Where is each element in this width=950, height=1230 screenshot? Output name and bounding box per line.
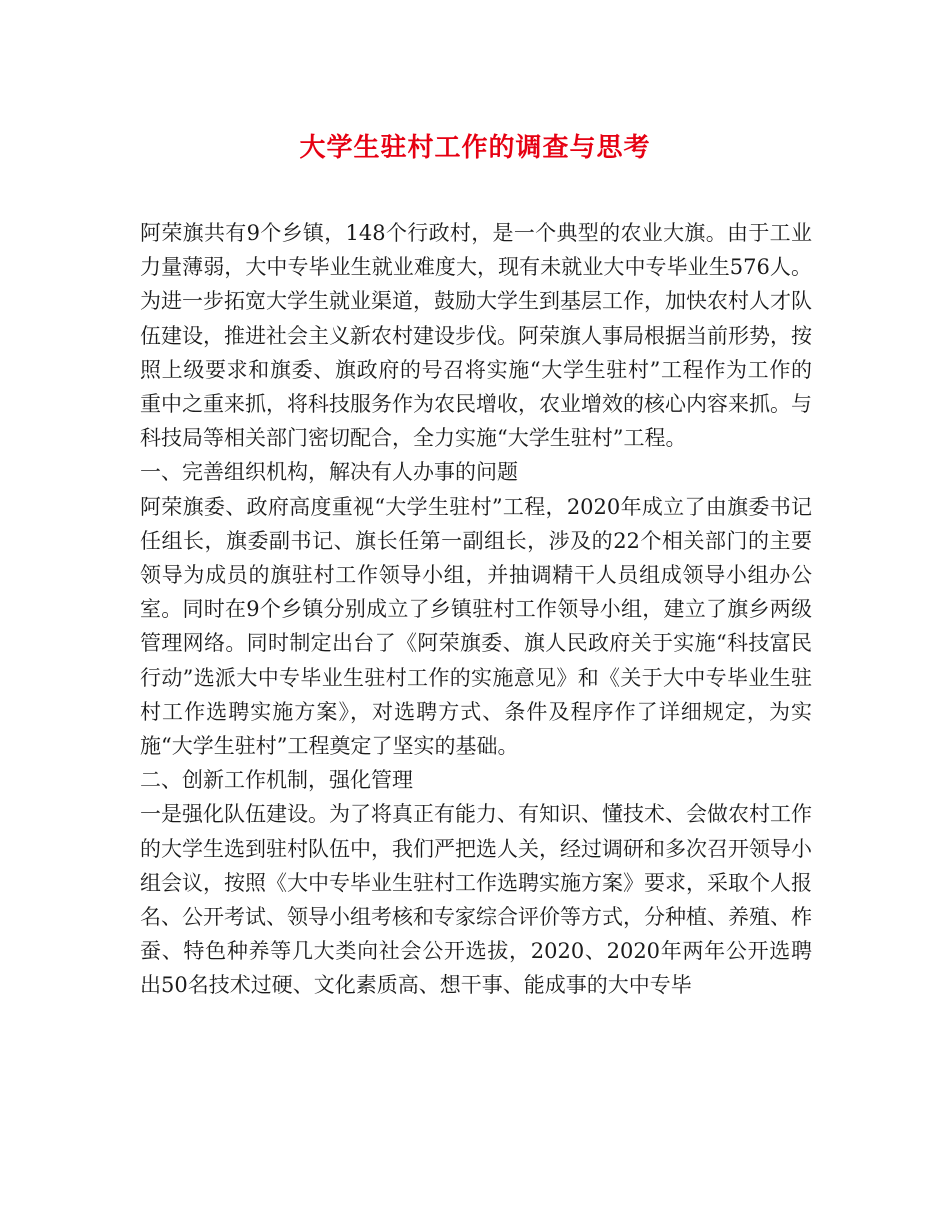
- section-heading-1: 一、完善组织机构，解决有人办事的问题: [140, 460, 518, 485]
- section-1-paragraph: 阿荣旗委、政府高度重视“大学生驻村”工程，2020年成立了由旗委书记任组长，旗委副书记、旗长任第一副组长，涉及的22个相关部门的主要领导为成员的旗驻村工作领导小组，并抽调精干人员组成领导小组办公室。同时在9个乡镇分别成立了乡镇驻村工作领导小组，建立了旗乡两级管理网络。同时制定出台了《阿荣旗委、旗人民政府关于实施“科技富民行动”选派大中专毕业生驻村工作的实施意见》和《关于大中专毕业生驻村工作选聘实施方案》，对选聘方式、条件及程序作了详细规定，为实施“大学生驻村”工程奠定了坚实的基础。: [140, 494, 812, 759]
- intro-paragraph: 阿荣旗共有9个乡镇，148个行政村，是一个典型的农业大旗。由于工业力量薄弱，大中专毕业生就业难度大，现有未就业大中专毕业生576人。为进一步拓宽大学生就业渠道，鼓励大学生到基层工作，加快农村人才队伍建设，推进社会主义新农村建设步伐。阿荣旗人事局根据当前形势，按照上级要求和旗委、旗政府的号召将实施“大学生驻村”工程作为工作的重中之重来抓，将科技服务作为农民增收，农业增效的核心内容来抓。与科技局等相关部门密切配合，全力实施“大学生驻村”工程。: [140, 221, 812, 451]
- document-title: 大学生驻村工作的调查与思考: [299, 133, 651, 163]
- section-2-paragraph: 一是强化队伍建设。为了将真正有能力、有知识、懂技术、会做农村工作的大学生选到驻村队伍中，我们严把选人关，经过调研和多次召开领导小组会议，按照《大中专毕业生驻村工作选聘实施方案》要求，采取个人报名、公开考试、领导小组考核和专家综合评价等方式，分种植、养殖、柞蚕、特色种养等几大类向社会公开选拔，2020、2020年两年公开选聘出50名技术过硬、文化素质高、想干事、能成事的大中专毕: [140, 802, 812, 998]
- document-body: [140, 216, 812, 1003]
- section-heading-2: 二、创新工作机制，强化管理: [140, 768, 413, 793]
